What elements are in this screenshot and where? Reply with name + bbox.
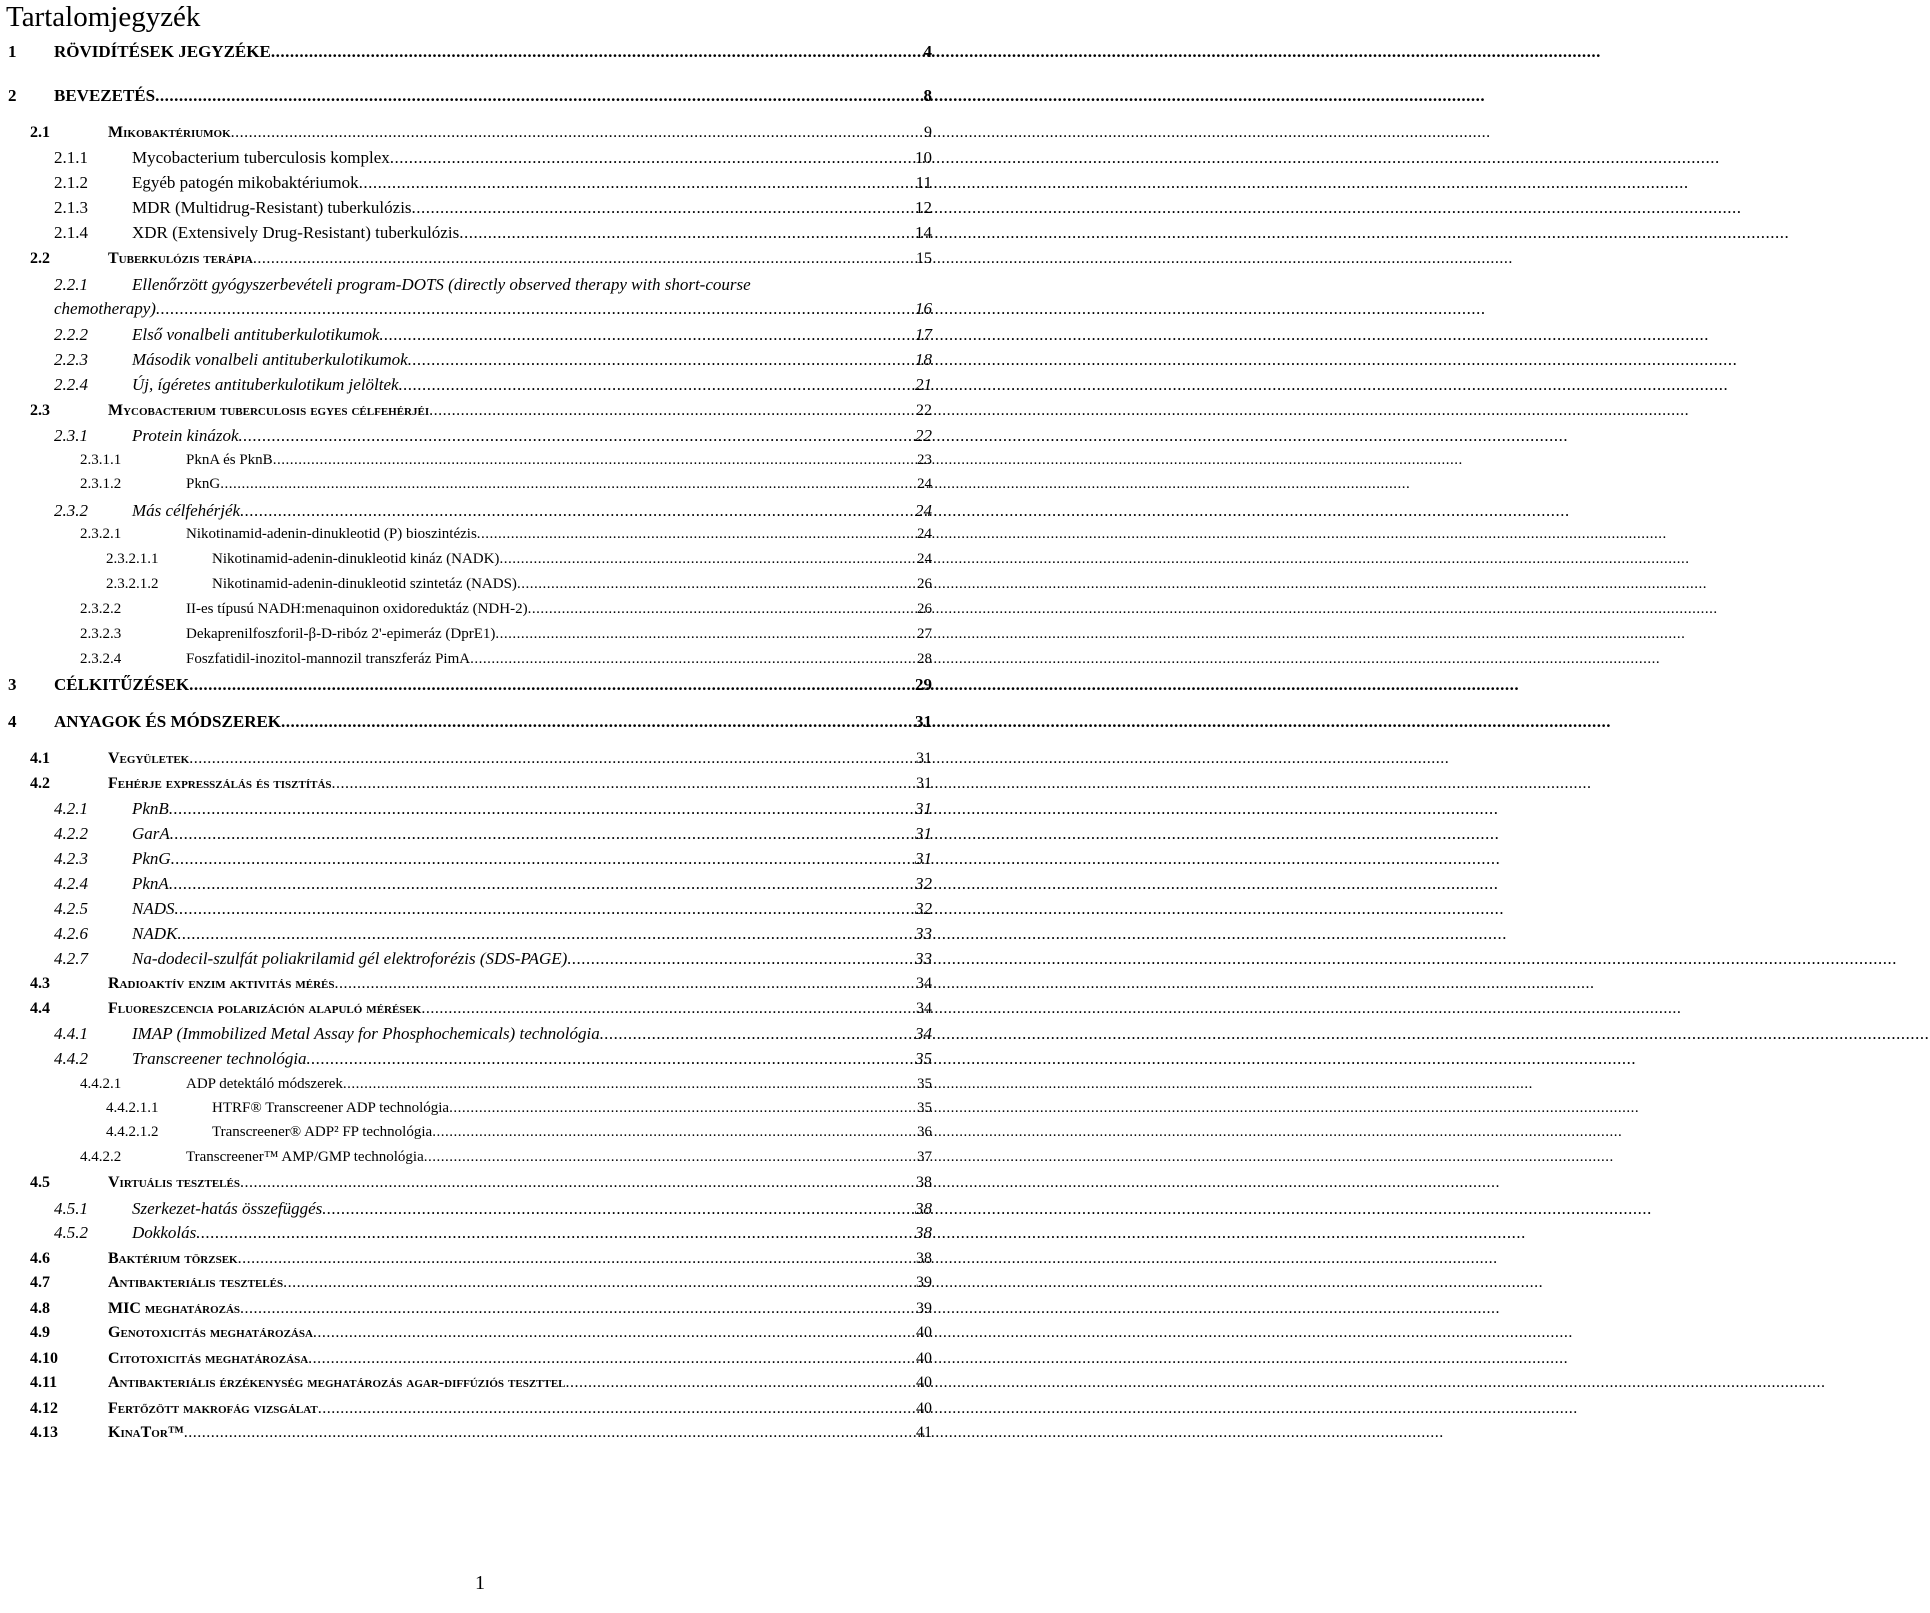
toc-entry-number: 2.3.1.2 bbox=[80, 476, 122, 492]
toc-entry-title: PknA bbox=[132, 874, 169, 893]
dot-leader bbox=[379, 324, 914, 346]
dot-leader bbox=[477, 524, 916, 544]
toc-entry-title: Nikotinamid-adenin-dinukleotid kináz (NADK) bbox=[212, 551, 500, 567]
dot-leader bbox=[429, 400, 915, 422]
toc-entry-page: 26 bbox=[917, 576, 932, 592]
toc-entry[interactable] bbox=[54, 324, 932, 346]
dot-leader bbox=[567, 948, 914, 970]
toc-entry-title: MIC meghatározás bbox=[108, 1300, 241, 1317]
toc-entry-page: 15 bbox=[916, 250, 932, 267]
toc-entry[interactable] bbox=[80, 524, 932, 544]
toc-entry-number: 4.2.6 bbox=[54, 924, 88, 943]
page-number: 1 bbox=[475, 1572, 485, 1594]
dot-leader bbox=[271, 40, 923, 64]
toc-entry-number: 2.2.2 bbox=[54, 325, 88, 344]
toc-entry-title: HTRF® Transcreener ADP technológia bbox=[212, 1100, 450, 1116]
toc-entry[interactable] bbox=[54, 1222, 932, 1244]
toc-entry[interactable] bbox=[54, 274, 932, 296]
toc-entry-number: 2.3.2.1 bbox=[80, 526, 122, 542]
toc-entry-title: Fertőzött makrofág vizsgálat bbox=[108, 1400, 318, 1417]
toc-entry[interactable] bbox=[80, 624, 932, 644]
dot-leader bbox=[175, 898, 915, 920]
toc-entry[interactable] bbox=[80, 649, 932, 669]
toc-entry-page: 32 bbox=[915, 874, 932, 893]
dot-leader bbox=[528, 599, 916, 619]
toc-entry[interactable] bbox=[30, 748, 932, 770]
toc-entry-number: 2.1.1 bbox=[54, 148, 88, 167]
toc-entry[interactable] bbox=[54, 898, 932, 920]
toc-entry-title: Nikotinamid-adenin-dinukleotid szintetáz (NADS) bbox=[212, 576, 517, 592]
toc-entry-title: II-es típusú NADH:menaquinon oxidoreduktáz (NDH-2) bbox=[186, 601, 528, 617]
toc-entry-number: 4.5.1 bbox=[54, 1199, 88, 1218]
toc-entry-number: 2.3.2.1.1 bbox=[106, 551, 159, 567]
toc-entry-page: 24 bbox=[917, 526, 932, 542]
toc-entry-title: Dokkolás bbox=[132, 1223, 197, 1242]
toc-entry[interactable] bbox=[8, 84, 932, 108]
dot-leader bbox=[307, 1048, 914, 1070]
toc-entry-title: Antibakteriális érzékenység meghatározás agar-diffúziós teszttel bbox=[108, 1374, 566, 1391]
toc-entry-title: NADK bbox=[132, 924, 178, 943]
toc-entry[interactable] bbox=[80, 474, 932, 494]
toc-entry-number: 4.5 bbox=[30, 1174, 50, 1191]
toc-entry-number: 4.2.5 bbox=[54, 899, 88, 918]
toc-entry-title: Szerkezet-hatás összefüggés bbox=[132, 1199, 323, 1218]
toc-entry-number: 4.5.2 bbox=[54, 1223, 88, 1242]
toc-entry-title: Nikotinamid-adenin-dinukleotid (P) bioszintézis bbox=[186, 526, 477, 542]
toc-entry-title: Új, ígéretes antituberkulotikum jelöltek bbox=[132, 375, 399, 394]
toc-entry-number: 4.4 bbox=[30, 1000, 50, 1017]
toc-entry-title: Protein kinázok bbox=[132, 426, 239, 445]
toc-entry[interactable] bbox=[30, 1422, 932, 1444]
toc-entry[interactable] bbox=[30, 1398, 932, 1420]
dot-leader bbox=[253, 248, 915, 270]
toc-entry-title: Fehérje expresszálás és tisztítás bbox=[108, 775, 332, 792]
toc-entry[interactable] bbox=[8, 673, 932, 697]
toc-entry-title: Genotoxicitás meghatározása bbox=[108, 1324, 313, 1341]
dot-leader bbox=[177, 923, 914, 945]
toc-entry[interactable] bbox=[106, 549, 932, 569]
dot-leader bbox=[231, 122, 923, 144]
toc-entry-title: ANYAGOK ÉS MÓDSZEREK bbox=[54, 712, 282, 731]
toc-entry-number: 4.4.2.1.2 bbox=[106, 1124, 159, 1140]
dot-leader bbox=[332, 773, 915, 795]
dot-leader bbox=[273, 450, 916, 470]
dot-leader bbox=[170, 823, 914, 845]
toc-entry[interactable] bbox=[80, 1147, 932, 1167]
dot-leader bbox=[240, 1172, 915, 1194]
toc-entry-number: 4.4.2 bbox=[54, 1049, 88, 1068]
toc-entry[interactable] bbox=[80, 1074, 932, 1094]
dot-leader bbox=[156, 298, 914, 320]
dot-leader bbox=[600, 1023, 914, 1045]
dot-leader bbox=[495, 624, 916, 644]
dot-leader bbox=[308, 1348, 915, 1370]
dot-leader bbox=[313, 1322, 915, 1344]
toc-entry-page: 23 bbox=[917, 452, 932, 468]
dot-leader bbox=[408, 349, 914, 371]
toc-entry[interactable] bbox=[30, 1272, 932, 1294]
toc-entry-page: 35 bbox=[917, 1100, 932, 1116]
dot-leader bbox=[196, 1222, 914, 1244]
toc-entry-page: 21 bbox=[915, 375, 932, 394]
toc-entry-page: 33 bbox=[915, 924, 932, 943]
toc-entry-page: 24 bbox=[915, 501, 932, 520]
toc-entry-page: 18 bbox=[915, 350, 932, 369]
toc-entry-number: 4.2.2 bbox=[54, 824, 88, 843]
toc-entry-page: 40 bbox=[916, 1400, 932, 1417]
toc-entry[interactable] bbox=[30, 248, 932, 270]
toc-entry-title: Dekaprenilfoszforil-β-D-ribóz 2'-epimeráz (DprE1) bbox=[186, 626, 496, 642]
toc-entry-page: 22 bbox=[915, 426, 932, 445]
toc-entry-title: RÖVIDÍTÉSEK JEGYZÉKE bbox=[54, 42, 271, 61]
dot-leader bbox=[390, 147, 914, 169]
toc-entry[interactable] bbox=[54, 948, 932, 970]
toc-entry-title: Transcreener® ADP² FP technológia bbox=[212, 1124, 433, 1140]
toc-entry[interactable] bbox=[54, 172, 932, 194]
toc-entry-number: 4.4.2.1.1 bbox=[106, 1100, 159, 1116]
toc-entry-number: 2.1.3 bbox=[54, 198, 88, 217]
toc-entry-title: Mycobacterium tuberculosis komplex bbox=[132, 148, 390, 167]
toc-entry-page: 40 bbox=[916, 1324, 932, 1341]
toc-entry-page: 24 bbox=[917, 551, 932, 567]
toc-entry[interactable] bbox=[54, 500, 932, 522]
toc-entry[interactable] bbox=[30, 998, 932, 1020]
toc-entry[interactable] bbox=[30, 1348, 932, 1370]
toc-entry-title: Tuberkulózis terápia bbox=[108, 250, 253, 267]
toc-entry[interactable] bbox=[54, 873, 932, 895]
toc-entry-title: PknG bbox=[132, 849, 171, 868]
toc-entry-number: 2.1.2 bbox=[54, 173, 88, 192]
toc-entry-title: NADS bbox=[132, 899, 175, 918]
toc-entry-title: Első vonalbeli antituberkulotikumok bbox=[132, 325, 380, 344]
dot-leader bbox=[169, 798, 914, 820]
toc-entry-number: 4.10 bbox=[30, 1350, 58, 1367]
dot-leader bbox=[240, 500, 914, 522]
toc-entry-title: GarA bbox=[132, 824, 170, 843]
toc-entry[interactable] bbox=[106, 1122, 932, 1142]
toc-entry-page: 37 bbox=[917, 1149, 932, 1165]
dot-leader bbox=[189, 673, 914, 697]
toc-entry[interactable] bbox=[30, 122, 932, 144]
dot-leader bbox=[470, 649, 916, 669]
toc-entry[interactable] bbox=[80, 450, 932, 470]
toc-entry-title: Radioaktív enzim aktivitás mérés bbox=[108, 975, 335, 992]
toc-entry-page: 36 bbox=[917, 1124, 932, 1140]
dot-leader bbox=[240, 1298, 915, 1320]
dot-leader bbox=[322, 1198, 914, 1220]
toc-entry-page: 34 bbox=[916, 1000, 932, 1017]
toc-entry-number: 4.2.7 bbox=[54, 949, 88, 968]
toc-entry-title: Vegyületek bbox=[108, 750, 190, 767]
toc-entry-number: 4.13 bbox=[30, 1424, 58, 1441]
toc-entry[interactable] bbox=[54, 222, 932, 244]
toc-entry[interactable] bbox=[54, 298, 932, 320]
toc-entry-page: 34 bbox=[916, 975, 932, 992]
toc-entry-title: Fluoreszcencia polarizáción alapuló mérések bbox=[108, 1000, 422, 1017]
dot-leader bbox=[238, 1248, 915, 1270]
dot-leader bbox=[566, 1372, 915, 1394]
toc-entry[interactable] bbox=[106, 1098, 932, 1118]
dot-leader bbox=[432, 1122, 916, 1142]
toc-entry[interactable] bbox=[30, 1172, 932, 1194]
toc-entry-number: 1 bbox=[8, 42, 17, 61]
toc-entry-page: 16 bbox=[915, 299, 932, 318]
toc-entry-page: 38 bbox=[916, 1174, 932, 1191]
toc-entry[interactable] bbox=[8, 40, 932, 64]
toc-entry-page: 27 bbox=[917, 626, 932, 642]
dot-leader bbox=[169, 873, 914, 895]
toc-entry-page: 35 bbox=[915, 1049, 932, 1068]
toc-entry[interactable] bbox=[106, 574, 932, 594]
toc-entry[interactable] bbox=[30, 400, 932, 422]
dot-leader bbox=[318, 1398, 915, 1420]
toc-entry[interactable] bbox=[30, 1248, 932, 1270]
toc-entry-number: 4.2 bbox=[30, 775, 50, 792]
dot-leader bbox=[281, 710, 914, 734]
toc-entry-title: Második vonalbeli antituberkulotikumok bbox=[132, 350, 408, 369]
toc-entry-page: 33 bbox=[915, 949, 932, 968]
toc-entry-page: 4 bbox=[923, 42, 932, 61]
toc-entry-title: PknA és PknB bbox=[186, 452, 273, 468]
toc-entry-page: 39 bbox=[916, 1300, 932, 1317]
toc-entry[interactable] bbox=[54, 848, 932, 870]
toc-entry-number: 2.1 bbox=[30, 124, 50, 141]
toc-entry-number: 2.3.2.4 bbox=[80, 651, 122, 667]
toc-entry-title: Ellenőrzött gyógyszerbevételi program-DOTS (directly observed therapy with short-course bbox=[132, 275, 751, 294]
toc-entry-page: 14 bbox=[915, 223, 932, 242]
toc-entry[interactable] bbox=[30, 1322, 932, 1344]
toc-entry[interactable] bbox=[30, 973, 932, 995]
toc-entry-title: Citotoxicitás meghatározása bbox=[108, 1350, 309, 1367]
toc-entry-title: BEVEZETÉS bbox=[54, 86, 156, 105]
toc-entry-title: ADP detektáló módszerek bbox=[186, 1076, 343, 1092]
dot-leader bbox=[220, 474, 916, 494]
dot-leader bbox=[155, 84, 922, 108]
toc-entry-page: 40 bbox=[916, 1374, 932, 1391]
toc-entry[interactable] bbox=[30, 1372, 932, 1394]
toc-entry-title: Transcreener™ AMP/GMP technológia bbox=[186, 1149, 424, 1165]
toc-entry-page: 31 bbox=[915, 849, 932, 868]
dot-leader bbox=[421, 998, 915, 1020]
toc-entry-title: Virtuális tesztelés bbox=[108, 1174, 240, 1191]
toc-entry-number: 4.9 bbox=[30, 1324, 50, 1341]
toc-entry[interactable] bbox=[54, 1023, 932, 1045]
toc-entry[interactable] bbox=[54, 147, 932, 169]
toc-entry-page: 12 bbox=[915, 198, 932, 217]
dot-leader bbox=[424, 1147, 916, 1167]
dot-leader bbox=[449, 1098, 916, 1118]
toc-entry[interactable] bbox=[54, 425, 932, 447]
toc-entry-page: 10 bbox=[915, 148, 932, 167]
toc-entry-title: Foszfatidil-inozitol-mannozil transzferáz PimA bbox=[186, 651, 471, 667]
page-title: Tartalomjegyzék bbox=[6, 1, 201, 33]
dot-leader bbox=[189, 748, 915, 770]
table-of-contents bbox=[0, 0, 960, 1613]
toc-entry-page: 31 bbox=[916, 750, 932, 767]
dot-leader bbox=[412, 197, 914, 219]
toc-entry-page: 28 bbox=[917, 651, 932, 667]
toc-entry-number: 4.2.4 bbox=[54, 874, 88, 893]
toc-entry-number: 2.1.4 bbox=[54, 223, 88, 242]
toc-entry-number: 2.3.2.1.2 bbox=[106, 576, 159, 592]
dot-leader bbox=[459, 222, 914, 244]
toc-entry-title: KinaTor™ bbox=[108, 1424, 184, 1441]
toc-entry-number: 2.3 bbox=[30, 402, 50, 419]
toc-entry-title: Transcreener technológia bbox=[132, 1049, 307, 1068]
dot-leader bbox=[359, 172, 915, 194]
toc-entry-page: 26 bbox=[917, 601, 932, 617]
toc-entry-number: 2.3.2.2 bbox=[80, 601, 122, 617]
toc-entry-number: 2.2 bbox=[30, 250, 50, 267]
toc-entry-number: 4 bbox=[8, 712, 17, 731]
dot-leader bbox=[499, 549, 916, 569]
toc-entry-title: Mikobaktériumok bbox=[108, 124, 231, 141]
dot-leader bbox=[517, 574, 916, 594]
toc-entry-page: 24 bbox=[917, 476, 932, 492]
toc-entry-number: 4.7 bbox=[30, 1274, 50, 1291]
toc-entry[interactable] bbox=[30, 773, 932, 795]
toc-entry-number: 4.4.2.1 bbox=[80, 1076, 122, 1092]
toc-entry-number: 4.4.2.2 bbox=[80, 1149, 122, 1165]
toc-entry[interactable] bbox=[54, 197, 932, 219]
toc-entry-number: 4.11 bbox=[30, 1374, 58, 1391]
toc-entry-title: chemotherapy) bbox=[54, 299, 156, 318]
toc-entry-page: 38 bbox=[916, 1250, 932, 1267]
toc-entry[interactable] bbox=[30, 1298, 932, 1320]
toc-entry-title: PknG bbox=[186, 476, 221, 492]
toc-entry-number: 2.2.3 bbox=[54, 350, 88, 369]
toc-entry-page: 9 bbox=[924, 124, 932, 141]
toc-entry-page: 11 bbox=[915, 173, 932, 192]
toc-entry-number: 2.3.1 bbox=[54, 426, 88, 445]
toc-entry-page: 32 bbox=[915, 899, 932, 918]
toc-entry[interactable] bbox=[54, 798, 932, 820]
toc-entry[interactable] bbox=[54, 374, 932, 396]
toc-entry-title: Mycobacterium tuberculosis egyes célfehérjéi bbox=[108, 402, 430, 419]
toc-entry-title: PknB bbox=[132, 799, 169, 818]
toc-entry-number: 2.2.1 bbox=[54, 275, 88, 294]
toc-entry-page: 29 bbox=[915, 675, 932, 694]
dot-leader bbox=[343, 1074, 916, 1094]
toc-entry-title: Na-dodecil-szulfát poliakrilamid gél elektroforézis (SDS-PAGE) bbox=[132, 949, 568, 968]
toc-entry-number: 2.3.2 bbox=[54, 501, 88, 520]
toc-entry-title: MDR (Multidrug-Resistant) tuberkulózis bbox=[132, 198, 412, 217]
toc-entry-number: 2.3.1.1 bbox=[80, 452, 122, 468]
toc-entry[interactable] bbox=[80, 599, 932, 619]
toc-entry-page: 40 bbox=[916, 1350, 932, 1367]
toc-entry-page: 34 bbox=[915, 1024, 932, 1043]
toc-entry-page: 31 bbox=[915, 824, 932, 843]
toc-entry-page: 38 bbox=[915, 1223, 932, 1242]
toc-entry-title: Egyéb patogén mikobaktériumok bbox=[132, 173, 359, 192]
toc-entry-number: 4.2.3 bbox=[54, 849, 88, 868]
toc-entry-number: 4.8 bbox=[30, 1300, 50, 1317]
toc-entry-number: 4.12 bbox=[30, 1400, 58, 1417]
dot-leader bbox=[184, 1422, 915, 1444]
toc-entry-title: Antibakteriális tesztelés bbox=[108, 1274, 284, 1291]
toc-entry-page: 8 bbox=[923, 86, 932, 105]
toc-entry-page: 22 bbox=[916, 402, 932, 419]
toc-entry-page: 38 bbox=[915, 1199, 932, 1218]
toc-entry-number: 4.2.1 bbox=[54, 799, 88, 818]
toc-entry[interactable] bbox=[8, 710, 932, 734]
toc-entry-number: 2.2.4 bbox=[54, 375, 88, 394]
toc-entry-page: 35 bbox=[917, 1076, 932, 1092]
toc-entry-number: 4.6 bbox=[30, 1250, 50, 1267]
toc-entry[interactable] bbox=[54, 923, 932, 945]
dot-leader bbox=[239, 425, 914, 447]
toc-entry[interactable] bbox=[54, 823, 932, 845]
dot-leader bbox=[283, 1272, 915, 1294]
toc-entry-title: Baktérium törzsek bbox=[108, 1250, 238, 1267]
toc-entry-title: IMAP (Immobilized Metal Assay for Phosphochemicals) technológia bbox=[132, 1024, 600, 1043]
toc-entry-page: 39 bbox=[916, 1274, 932, 1291]
toc-entry-number: 4.4.1 bbox=[54, 1024, 88, 1043]
dot-leader bbox=[171, 848, 914, 870]
toc-entry-number: 4.1 bbox=[30, 750, 50, 767]
toc-entry-page: 31 bbox=[916, 775, 932, 792]
toc-entry-number: 4.3 bbox=[30, 975, 50, 992]
toc-entry-page: 17 bbox=[915, 325, 932, 344]
toc-entry-number: 2.3.2.3 bbox=[80, 626, 122, 642]
toc-entry[interactable] bbox=[54, 349, 932, 371]
toc-entry-number: 3 bbox=[8, 675, 17, 694]
dot-leader bbox=[399, 374, 914, 396]
toc-entry-title: Más célfehérjék bbox=[132, 501, 241, 520]
toc-entry-page: 31 bbox=[915, 712, 932, 731]
toc-entry-number: 2 bbox=[8, 86, 17, 105]
toc-entry[interactable] bbox=[54, 1198, 932, 1220]
toc-entry-page: 31 bbox=[915, 799, 932, 818]
dot-leader bbox=[334, 973, 915, 995]
toc-entry-title: XDR (Extensively Drug-Resistant) tuberkulózis bbox=[132, 223, 460, 242]
toc-entry-title: CÉLKITŰZÉSEK bbox=[54, 675, 190, 694]
toc-entry[interactable] bbox=[54, 1048, 932, 1070]
toc-entry-page: 41 bbox=[916, 1424, 932, 1441]
